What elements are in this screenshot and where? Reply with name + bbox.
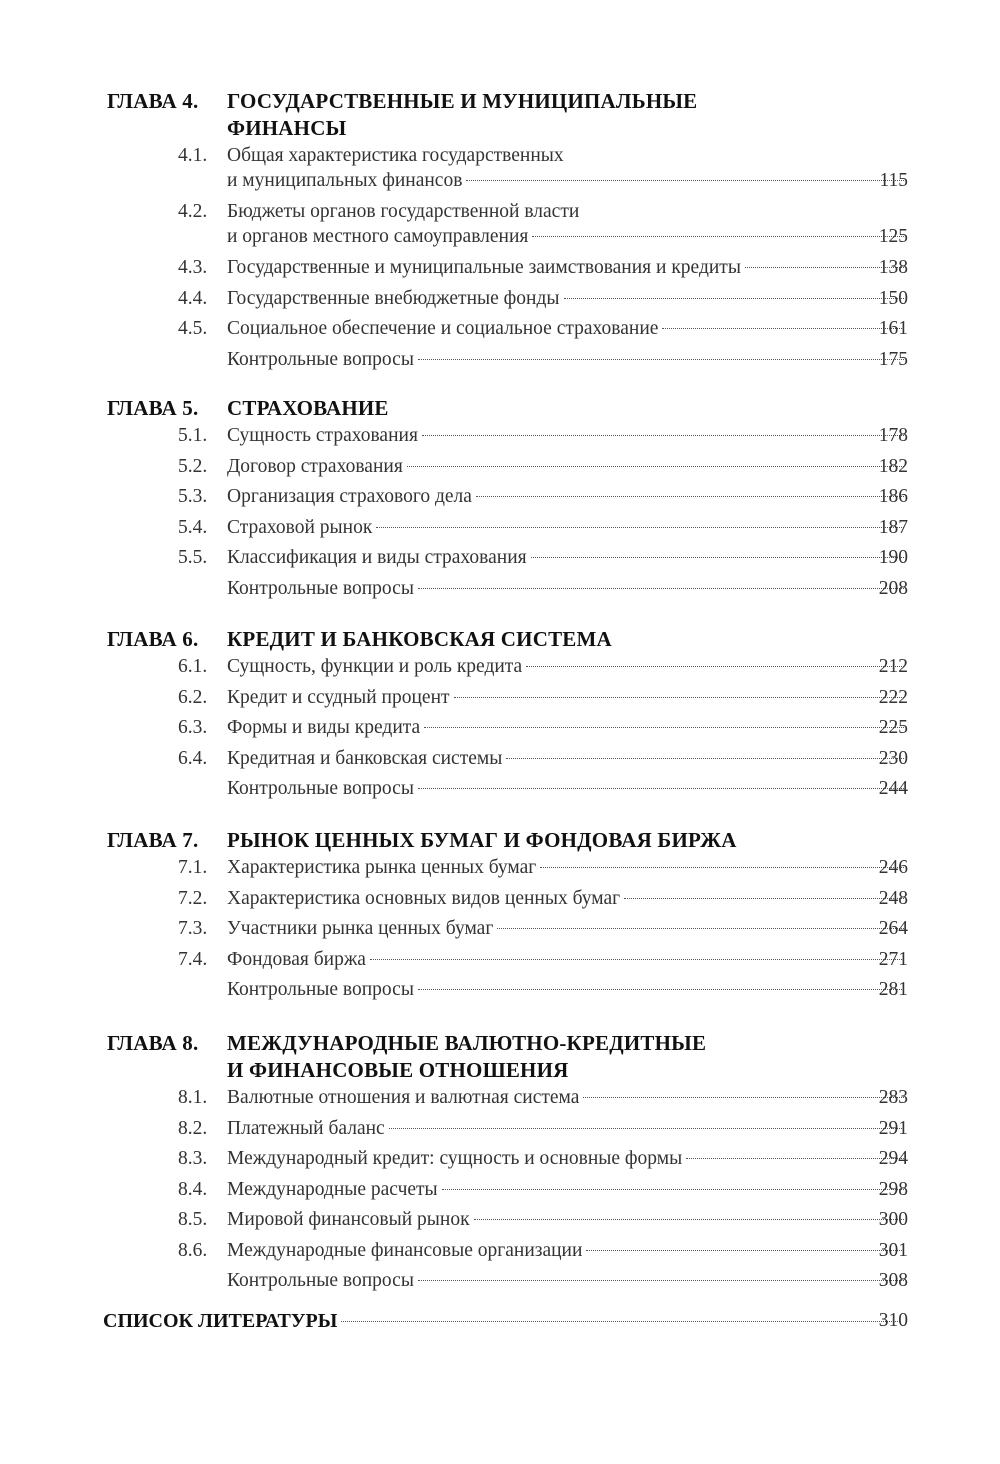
- section-title: Фондовая биржа: [227, 948, 366, 970]
- page-number: 248: [878, 887, 908, 909]
- chapter-block: [0, 395, 1000, 608]
- toc-entry[interactable]: [0, 547, 1000, 578]
- page-number: 115: [879, 170, 908, 191]
- toc-entry[interactable]: [0, 517, 1000, 548]
- section-number: 5.2.: [178, 455, 208, 477]
- section-title-line: Общая характеристика государственных: [227, 145, 564, 166]
- toc-entry[interactable]: [0, 456, 1000, 487]
- chapter-block: [0, 88, 1000, 379]
- review-questions-entry[interactable]: [0, 1270, 1000, 1301]
- toc-entry[interactable]: [0, 1240, 1000, 1271]
- chapter-block: [0, 626, 1000, 809]
- section-number: 5.3.: [178, 486, 208, 507]
- section-title-line: Бюджеты органов государственной власти: [227, 201, 580, 222]
- toc-entry[interactable]: [0, 1118, 1000, 1149]
- section-number: 8.2.: [178, 1117, 208, 1139]
- dot-leader: [341, 1321, 900, 1322]
- section-title-with-leader: [227, 226, 908, 248]
- toc-entry[interactable]: [0, 425, 1000, 456]
- section-number: 6.2.: [178, 686, 208, 708]
- dot-leader: [389, 1128, 904, 1129]
- page-number: 138: [878, 257, 908, 278]
- toc-entry[interactable]: [0, 257, 1000, 288]
- section-title: Международные финансовые организации: [227, 1239, 583, 1261]
- section-title: Сущность, функции и роль кредита: [227, 656, 523, 677]
- chapter-heading[interactable]: [0, 1030, 1000, 1084]
- page-number: 291: [878, 1117, 908, 1139]
- section-title: Международный кредит: сущность и основные формы: [227, 1148, 683, 1169]
- chapter-title-line: СТРАХОВАНИЕ: [227, 396, 389, 420]
- section-title: Социальное обеспечение и социальное страхование: [227, 318, 659, 339]
- chapter-heading[interactable]: [0, 395, 1000, 422]
- chapter-heading[interactable]: [0, 827, 1000, 854]
- section-title-with-leader: [227, 547, 908, 569]
- dot-leader: [442, 1189, 904, 1190]
- chapter-title-line: ГОСУДАРСТВЕННЫЕ И МУНИЦИПАЛЬНЫЕ: [227, 89, 698, 113]
- dot-leader: [497, 928, 904, 929]
- toc-entry[interactable]: [0, 486, 1000, 517]
- page-number: 225: [878, 717, 908, 738]
- section-title-with-leader: [227, 656, 908, 678]
- review-questions-entry[interactable]: [0, 979, 1000, 1010]
- section-title: Международные расчеты: [227, 1178, 438, 1200]
- section-title: и органов местного самоуправления: [227, 226, 529, 247]
- toc-entry[interactable]: [0, 318, 1000, 349]
- chapter-heading[interactable]: [0, 88, 1000, 142]
- dot-leader: [476, 496, 904, 497]
- section-number: 8.3.: [178, 1148, 208, 1169]
- chapter-title-line: ФИНАНСЫ: [227, 116, 347, 140]
- section-title: Страховой рынок: [227, 516, 373, 538]
- page-number: 161: [878, 318, 908, 339]
- page-number: 212: [878, 656, 908, 677]
- bibliography-entry[interactable]: [103, 1310, 908, 1340]
- page-number: 298: [878, 1178, 908, 1200]
- dot-leader: [418, 1280, 904, 1281]
- section-title: Контрольные вопросы: [227, 979, 414, 1000]
- section-number: 4.1.: [178, 145, 208, 166]
- page-number: 190: [878, 547, 908, 568]
- chapter-title-line: КРЕДИТ И БАНКОВСКАЯ СИСТЕМА: [227, 627, 612, 651]
- entry-list: [0, 425, 1000, 608]
- toc-entry[interactable]: [0, 201, 1000, 257]
- dot-leader: [407, 466, 904, 467]
- page-number: 208: [878, 577, 908, 599]
- page-number: 244: [878, 778, 908, 799]
- section-number: 8.4.: [178, 1178, 208, 1200]
- dot-leader: [422, 435, 904, 436]
- toc-entry[interactable]: [0, 857, 1000, 888]
- chapter-label: ГЛАВА 5.: [107, 396, 199, 420]
- section-title: Классификация и виды страхования: [227, 547, 527, 568]
- entry-list: [0, 1087, 1000, 1301]
- page-number: 271: [878, 948, 908, 970]
- page-number: 283: [878, 1087, 908, 1108]
- section-title-with-leader: [227, 687, 908, 709]
- page-number: 230: [878, 747, 908, 769]
- section-title-with-leader: [227, 1240, 908, 1262]
- dot-leader: [418, 788, 904, 789]
- dot-leader: [418, 588, 904, 589]
- section-title: Кредит и ссудный процент: [227, 686, 450, 708]
- section-title: Формы и виды кредита: [227, 717, 421, 738]
- section-title-with-leader: [227, 888, 908, 910]
- section-title-with-leader: [227, 778, 908, 800]
- page-number: 300: [878, 1209, 908, 1230]
- toc-entry[interactable]: [0, 1209, 1000, 1240]
- section-number: 6.1.: [178, 656, 208, 677]
- section-title-with-leader: [227, 170, 908, 192]
- section-title-with-leader: [227, 318, 908, 340]
- section-number: 4.5.: [178, 318, 208, 339]
- section-number: 7.4.: [178, 948, 208, 970]
- section-title: Контрольные вопросы: [227, 1270, 414, 1291]
- section-title-with-leader: [227, 748, 908, 770]
- section-title-with-leader: [227, 1148, 908, 1170]
- chapter-title: [227, 88, 847, 142]
- page-number: 125: [878, 226, 908, 247]
- review-questions-entry[interactable]: [0, 578, 1000, 609]
- section-title-with-leader: [227, 456, 908, 478]
- review-questions-entry[interactable]: [0, 349, 1000, 380]
- section-number: 7.1.: [178, 857, 208, 878]
- toc-entry[interactable]: [0, 717, 1000, 748]
- dot-leader: [564, 298, 905, 299]
- toc-entry[interactable]: [0, 687, 1000, 718]
- section-title-with-leader: [227, 1209, 908, 1231]
- dot-leader: [474, 1219, 904, 1220]
- section-title: Контрольные вопросы: [227, 348, 414, 370]
- section-title: Валютные отношения и валютная система: [227, 1087, 580, 1108]
- toc-entry[interactable]: [0, 145, 1000, 201]
- dot-leader: [466, 180, 904, 181]
- section-title-with-leader: [227, 918, 908, 940]
- entry-list: [0, 145, 1000, 379]
- section-title-with-leader: [227, 1118, 908, 1140]
- dot-leader: [531, 557, 904, 558]
- section-title: Организация страхового дела: [227, 486, 472, 507]
- section-title: Кредитная и банковская системы: [227, 747, 503, 769]
- section-number: 5.4.: [178, 516, 208, 538]
- page-number: 150: [878, 287, 908, 309]
- section-number: 4.2.: [178, 201, 208, 222]
- section-title-with-leader: [227, 288, 908, 310]
- chapter-title-line: МЕЖДУНАРОДНЫЕ ВАЛЮТНО-КРЕДИТНЫЕ: [227, 1031, 707, 1055]
- dot-leader: [586, 1250, 904, 1251]
- section-title: Характеристика основных видов ценных бумаг: [227, 887, 621, 909]
- toc-entry[interactable]: [0, 949, 1000, 980]
- section-number: 5.1.: [178, 425, 208, 446]
- dot-leader: [583, 1097, 904, 1098]
- bibliography-title: СПИСОК ЛИТЕРАТУРЫ: [103, 1310, 338, 1332]
- section-title: Участники рынка ценных бумаг: [227, 918, 494, 939]
- section-title: и муниципальных финансов: [227, 170, 463, 191]
- dot-leader: [370, 959, 904, 960]
- section-title-with-leader: [227, 1087, 908, 1109]
- page-number: 175: [878, 348, 908, 370]
- section-title-with-leader: [227, 949, 908, 971]
- toc-entry[interactable]: [0, 1179, 1000, 1210]
- section-title-with-leader: [227, 486, 908, 508]
- section-title-with-leader: [227, 517, 908, 539]
- section-title-with-leader: [227, 857, 908, 879]
- section-title: Сущность страхования: [227, 425, 418, 446]
- section-number: 5.5.: [178, 547, 208, 568]
- dot-leader: [506, 758, 904, 759]
- page-number: 222: [878, 686, 908, 708]
- section-title-with-leader: [227, 1270, 908, 1292]
- page-number: 186: [878, 486, 908, 507]
- toc-entry[interactable]: [0, 1087, 1000, 1118]
- dot-leader: [540, 867, 904, 868]
- toc-entry[interactable]: [0, 1148, 1000, 1179]
- chapter-label: ГЛАВА 7.: [107, 828, 199, 852]
- dot-leader: [376, 527, 904, 528]
- section-number: 8.1.: [178, 1087, 208, 1108]
- toc-entry[interactable]: [0, 656, 1000, 687]
- page-number: 187: [878, 516, 908, 538]
- section-title-with-leader: [227, 257, 908, 279]
- section-title: Договор страхования: [227, 455, 403, 477]
- toc-entry[interactable]: [0, 288, 1000, 319]
- section-title-with-leader: [227, 717, 908, 739]
- toc-entry[interactable]: [0, 748, 1000, 779]
- section-title: Контрольные вопросы: [227, 778, 414, 799]
- page-number: 281: [878, 979, 908, 1000]
- section-number: 4.4.: [178, 287, 208, 309]
- toc-entry[interactable]: [0, 918, 1000, 949]
- section-number: 7.3.: [178, 918, 208, 939]
- section-number: 8.5.: [178, 1209, 208, 1230]
- section-title-with-leader: [227, 578, 908, 600]
- chapter-title-line: РЫНОК ЦЕННЫХ БУМАГ И ФОНДОВАЯ БИРЖА: [227, 828, 737, 852]
- chapter-title-line: И ФИНАНСОВЫЕ ОТНОШЕНИЯ: [227, 1058, 569, 1082]
- section-title: Контрольные вопросы: [227, 577, 414, 599]
- page-number: 310: [878, 1310, 908, 1331]
- section-number: 7.2.: [178, 887, 208, 909]
- page-number: 178: [878, 425, 908, 446]
- page-number: 294: [878, 1148, 908, 1169]
- entry-list: [0, 857, 1000, 1010]
- section-title: Государственные внебюджетные фонды: [227, 287, 560, 309]
- section-number: 4.3.: [178, 257, 208, 278]
- dot-leader: [418, 359, 904, 360]
- toc-entry[interactable]: [0, 888, 1000, 919]
- chapter-block: [0, 827, 1000, 1010]
- section-title: Государственные и муниципальные заимствования и кредиты: [227, 257, 741, 278]
- section-title-with-leader: [227, 979, 908, 1001]
- chapter-title: [227, 626, 847, 653]
- dot-leader: [424, 727, 904, 728]
- section-number: 8.6.: [178, 1239, 208, 1261]
- chapter-label: ГЛАВА 8.: [107, 1031, 199, 1055]
- dot-leader: [532, 236, 904, 237]
- dot-leader: [662, 328, 904, 329]
- section-number: 6.4.: [178, 747, 208, 769]
- page-number: 182: [878, 455, 908, 477]
- chapter-block: [0, 1030, 1000, 1301]
- chapter-title: [227, 395, 847, 422]
- entry-list: [0, 656, 1000, 809]
- section-title: Платежный баланс: [227, 1117, 385, 1139]
- dot-leader: [624, 898, 904, 899]
- section-title-with-leader: [227, 425, 908, 447]
- dot-leader: [526, 666, 904, 667]
- section-title: Мировой финансовый рынок: [227, 1209, 470, 1230]
- page-number: 264: [878, 918, 908, 939]
- review-questions-entry[interactable]: [0, 778, 1000, 809]
- chapter-title: [227, 1030, 847, 1084]
- section-title-with-leader: [227, 349, 908, 371]
- dot-leader: [418, 989, 904, 990]
- section-number: 6.3.: [178, 717, 208, 738]
- page-number: 301: [878, 1239, 908, 1261]
- page-number: 246: [878, 857, 908, 878]
- section-title-with-leader: [227, 1179, 908, 1201]
- chapter-label: ГЛАВА 4.: [107, 89, 199, 113]
- section-title: Характеристика рынка ценных бумаг: [227, 857, 537, 878]
- dot-leader: [454, 697, 904, 698]
- chapter-heading[interactable]: [0, 626, 1000, 653]
- chapter-label: ГЛАВА 6.: [107, 627, 199, 651]
- page-number: 308: [878, 1270, 908, 1291]
- chapter-title: [227, 827, 847, 854]
